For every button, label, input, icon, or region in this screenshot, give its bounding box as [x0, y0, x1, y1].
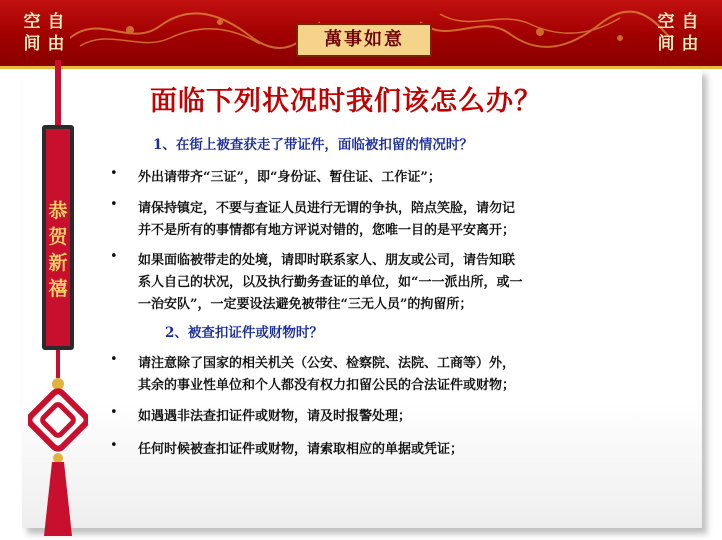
banner-plaque: 萬事如意	[296, 23, 432, 57]
chinese-knot-ornament	[28, 0, 88, 540]
ornament-char-4: 禧	[48, 278, 68, 300]
ornament-char-2: 贺	[48, 226, 68, 248]
bullet: •	[110, 405, 118, 420]
item-text-line: 请保持镇定，不要与查证人员进行无谓的争执，陪点笑脸，请勿记	[138, 201, 516, 216]
top-banner	[0, 0, 722, 69]
section-heading-1: 1、在街上被查获走了带证件，面临被扣留的情况时？	[153, 137, 473, 153]
dragon-pattern-right	[420, 8, 670, 52]
dragon-pattern-left	[70, 8, 320, 52]
item-text-line: 如遇遇非法查扣证件或财物，请及时报警处理；	[138, 409, 412, 424]
item-text-line: 请注意除了国家的相关机关（公安、检察院、法院、工商等）外，	[138, 356, 516, 371]
item-text-line: 并不是所有的事情都有地方评说对错的，您唯一目的是平安离开；	[138, 223, 516, 238]
section-heading-2: 2、被查扣证件或财物时？	[165, 325, 323, 341]
bullet: •	[110, 197, 118, 212]
item-text-line: 系人自己的状况，以及执行勤务查证的单位，如“一一派出所，或一	[138, 275, 523, 290]
item-text-line: 任何时候被查扣证件或财物，请索取相应的单据或凭证；	[138, 442, 464, 457]
corner-label-left: 空 自 间 由	[23, 12, 65, 54]
bullet: •	[110, 352, 118, 367]
item-text-line: 其余的事业性单位和个人都没有权力扣留公民的合法证件或财物；	[138, 378, 516, 393]
item-text-line: 如果面临被带走的处境，请即时联系家人、朋友或公司，请告知联	[138, 253, 516, 268]
item-text-line: 一治安队”，一定要设法避免被带往“三无人员”的拘留所；	[138, 297, 473, 312]
corner-label-right: 空 自 间 由	[657, 12, 699, 54]
bullet: •	[110, 166, 118, 181]
bullet: •	[110, 438, 118, 453]
ornament-char-3: 新	[48, 252, 68, 274]
item-text-line: 外出请带齐“三证”，即“身份证、暂住证、工作证”；	[138, 170, 441, 185]
ornament-char-1: 恭	[48, 200, 68, 222]
page-title: 面临下列状况时我们该怎么办？	[150, 86, 542, 117]
bullet: •	[110, 249, 118, 264]
